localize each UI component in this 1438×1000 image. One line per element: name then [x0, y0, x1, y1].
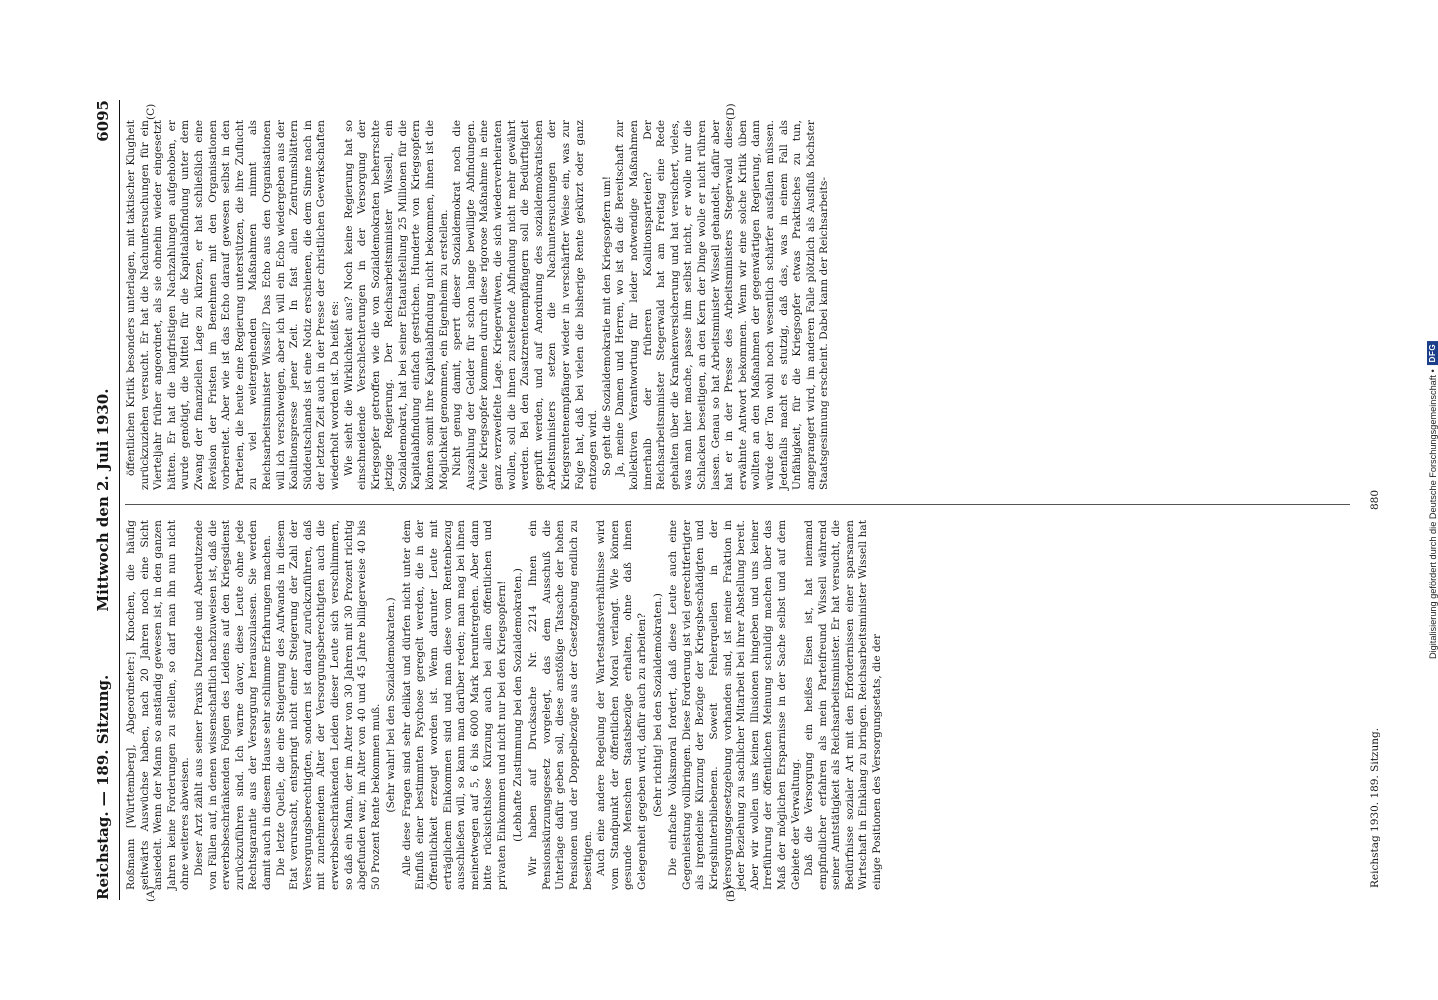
- digitization-credit: [1427, 341, 1438, 659]
- running-head-left: Reichstag. — 189. Sitzung.: [94, 674, 112, 900]
- left-column: [125, 520, 1350, 890]
- margin-marker-c: (C): [145, 103, 157, 120]
- page-footer: [1361, 112, 1381, 888]
- header-rule: [119, 100, 120, 900]
- margin-marker-a: (A): [145, 886, 157, 902]
- running-head-date: Mittwoch den 2. Juli 1930.: [94, 388, 112, 612]
- margin-marker-d: (D): [725, 103, 737, 120]
- footer-signature: Reichstag 1930. 189. Sitzung.: [1369, 727, 1381, 888]
- right-column-para-3: So geht die Sozialdemokratie mit den Kriegsopfern um!: [600, 175, 613, 476]
- left-column-para-10: Daß die Versorgung ein heißes Eisen ist, hat niemand empfindlicher erfahren als mein Parteifreund Wissell während seiner Amtstätigkeit als Reichsarbeitsminister. Er hat versucht, die Bedürfnisse sozialer Art mit den Erfordernissen einer sparsamen Wirtschaft in Einklang zu bringen. Reichsarbeitsminister Wissell hat einige Positionen des Versorgungsetats, die der: [803, 520, 884, 890]
- left-column-para-1: Dieser Arzt zählt aus seiner Praxis Dutzende und Aberdutzende von Fällen auf, in denen wissenschaftlich nachzuweisen ist, daß die erwerbsbeschränkenden Folgen des Leidens auf den Kriegsdienst zurückzuführen sind. Ich warne davor, diese Leute ohne jede Rechtsgarantie aus der Versorgung herauszulassen. Sie werden damit auch in diesem Hause sehr schlimme Erfahrungen machen.: [192, 520, 273, 890]
- right-column-para-4: Ja, meine Damen und Herren, wo ist da die Bereitschaft zur kollektiven Verantwortung für leider notwendige Maßnahmen innerhalb der früheren Koalitionsparteien? Der Reichsarbeitsminister Stegerwald hat am Freitag eine Rede gehalten über die Krankenversicherung und hat versichert, vieles, was man hier mache, passe ihm selbst nicht, er wolle nur die Schlacken beseitigen, an den Kern der Dinge wolle er nicht rühren lassen. Genau so hat Arbeitsminister Wissell gehandelt, dafür aber hat er in der Presse des Arbeitsministers Stegerwald diese erwähnte Antwort bekommen. Wenn wir eine solche Kritik üben wollten an den Maßnahmen der gegenwärtigen Regierung, dann würde der Ton wohl noch wesentlich schärfer ausfallen müssen. Jedenfalls macht es stutzig, daß das, was in einem Fall als Unfähigkeit, für die Kriegsopfer etwas Praktisches zu tun, angeprangert wird, im anderen Falle plötzlich als Ausfluß höchster Staatsgesinnung erscheint. Dabei kann der Reichsarbeits-: [614, 120, 831, 490]
- left-column-para-2: Die letzte Quelle, die eine Steigerung des Aufwands in diesem Etat verursacht, entspringt nicht einer Steigerung der Zahl der Versorgungsberechtigten, sondern ist darauf zurückzuführen, daß mit zunehmendem Alter der Versorgungsberechtigten auch die erwerbsbeschränkenden Leiden dieser Leute sich verschlimmern, so daß ein Mann, der im Alter von 30 Jahren mit 30 Prozent richtig abgefunden war, im Alter von 40 und 45 Jahre billigerweise 40 bis 50 Prozent Rente bekommen muß.: [274, 520, 382, 890]
- running-head-page-number: 6095: [94, 100, 112, 142]
- left-column-para-6: Wir haben auf Drucksache Nr. 2214 Ihnen ein Pensionskürzungsgesetz vorgelegt, das dem Ausschuß die Unterlage dafür geben soll, diese anstößige Tatsache der hohen Pensionen und der Doppelbezüge aus der Gesetzgebung endlich zu beseitigen.: [527, 520, 594, 890]
- left-column-center-3: (Sehr wahr! bei den Sozialdemokraten.): [385, 597, 398, 813]
- right-column-para-1: Wie sieht die Wirklichkeit aus? Noch keine Regierung hat so einschneidende Verschlechterungen in der Versorgung der Kriegsopfer getroffen wie die von Sozialdemokraten beherrschte jetzige Regierung. Der Reichsarbeitsminister Wissell, ein Sozialdemokrat, hat bei seiner Etataufstellung 25 Millionen für die Kapitalabfindung einfach gestrichen. Hunderte von Kriegsopfern können somit ihre Kapitalabfindung nicht bekommen, ihnen ist die Möglichkeit genommen, ein Eigenheim zu erstellen.: [342, 120, 450, 490]
- left-column-center-8: (Sehr richtig! bei den Sozialdemokraten.): [651, 593, 664, 817]
- left-column-speaker-0: Roßmann [Württemberg], Abgeordneter:] Knochen, die häufig seitwärts Auswüchse haben, nach 20 Jahren noch eine Sicht ansiedelt. Wenn der Mann so anständig gewesen ist, in den ganzen Jahren keine Forderungen zu stellen, so darf man ihn nun nicht ohne weiteres abweisen.: [125, 520, 192, 890]
- right-column-para-0: öffentlichen Kritik besonders unterlagen, mit taktischer Klugheit zurückzuziehen versucht. Er hat die Nachuntersuchungen für ein Vierteljahr früher angeordnet, als sie ohnehin wieder eingesetzt hätten. Er hat die langfristigen Nachzahlungen aufgehoben, er wurde genötigt, die Mittel für die Kapitalabfindung unter dem Zwang der finanziellen Lage zu kürzen, er hat schließlich eine Revision der Fristen im Benehmen mit den Organisationen vorbereitet. Aber wie ist das Echo darauf gewesen selbst in den Parteien, die heute eine Regierung unterstützen, die ihre Zuflucht zu viel weitergehenden Maßnahmen nimmt als Reichsarbeitsminister Wissell? Das Echo aus den Organisationen will ich verschweigen, aber ich will ein Echo wiedergeben aus der Koalitionspresse jener Zeit. In fast allen Zentrumsblättern Süddeutschlands ist eine Notiz erschienen, die dem Sinne nach in der letzten Zeit auch in der Presse der christlichen Gewerkschaften wiederholt worden ist. Da heißt es:: [125, 120, 341, 490]
- right-column-para-2: Nicht genug damit, sperrt dieser Sozialdemokrat noch die Auszahlung der Gelder für schon lange bewilligte Abfindungen. Viele Kriegsopfer kommen durch diese rigorose Maßnahme in eine ganz verzweifelte Lage. Kriegerwitwen, die sich wiederverheiraten wollen, soll die ihnen zustehende Abfindung nicht mehr gewährt werden. Bei den Zusatzrentenempfängern soll die Bedürftigkeit geprüft werden, und auf Anordnung des sozialdemokratischen Arbeitsministers setzen die Nachuntersuchungen der Kriegsrentenempfänger wieder in verschärfter Weise ein, was zur Folge hat, daß bei vielen die bisherige Rente gekürzt oder ganz entzogen wird.: [451, 120, 600, 490]
- left-column-para-9: Die einfache Volksmoral fordert, daß diese Leute auch eine Gegenleistung vollbringen. Diese Forderung ist viel gerechtfertigter als irgendeine Kürzung der Bezüge der Kriegsbeschädigten und Kriegshinterbliebenen. Soweit Fehlerquellen in der Versorgungsgesetzgebung vorhanden sind, ist meine Fraktion in jeder Beziehung zu sachlicher Mitarbeit bei ihrer Abstellung bereit. Aber wir wollen uns keinen Illusionen hingeben und uns keiner Irreführung der öffentlichen Meinung schuldig machen über das Maß der möglichen Ersparnisse in der Sache selbst und auf dem Gebiete der Verwaltung.: [667, 520, 802, 890]
- right-column: [125, 120, 1350, 490]
- rotated-page-content: [85, 100, 1385, 900]
- left-column-center-5: (Lebhafte Zustimmung bei den Sozialdemokraten.): [511, 568, 524, 842]
- margin-marker-b: (B): [725, 886, 737, 902]
- footer-page-number: 880: [1369, 489, 1381, 511]
- column-divider: [125, 504, 1350, 505]
- credit-text: Digitalisierung gefördert durch die Deutsche Forschungsgemeinschaft •: [1427, 369, 1438, 660]
- running-head: [91, 100, 115, 900]
- left-column-para-7: Auch eine andere Regelung der Wartestandsverhältnisse wird vom Standpunkt der öffentlichen Moral verlangt. Wie können gesunde Menschen Staatsbezüge erhalten, ohne daß ihnen Gelegenheit gegeben wird, dafür auch zu arbeiten?: [595, 520, 648, 890]
- left-column-para-4: Alle diese Fragen sind sehr delikat und dürfen nicht unter dem Einfluß einer bestimmten Psychose geregelt werden, die in der Öffentlichkeit erzeugt worden ist. Wenn darunter Leute mit erträglichem Einkommen sind und man diese vom Rentenbezug ausschließen will, so kann man darüber reden; man mag bei ihnen meinetwegen auf 5, 6 bis 6000 Mark heruntergehen. Aber dann bitte rücksichtslose Kürzung auch bei allen öffentlichen und privaten Einkommen und nicht nur bei den Kriegsopfern!: [400, 520, 509, 890]
- dfg-logo: DFG: [1427, 341, 1438, 365]
